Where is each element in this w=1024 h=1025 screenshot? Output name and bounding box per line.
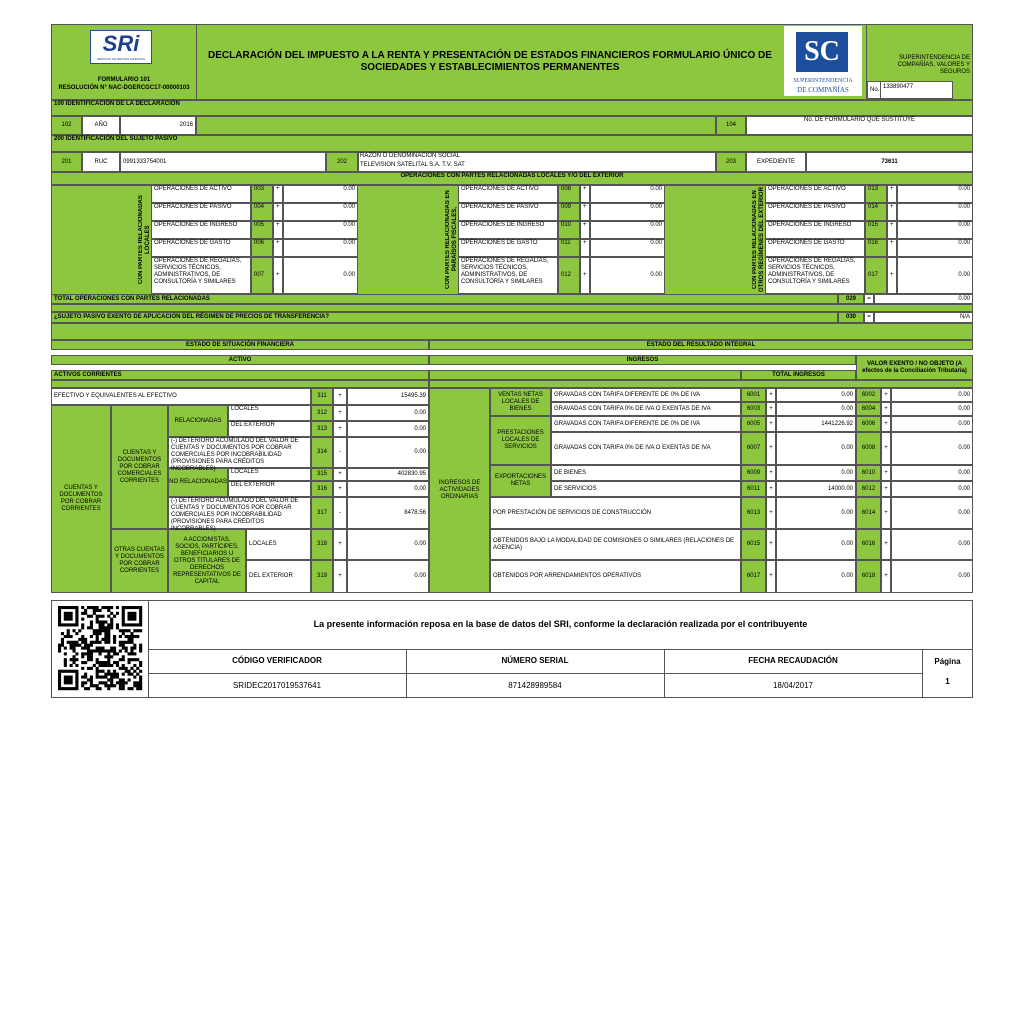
ri-row-exento-code: 6010 — [856, 465, 881, 481]
ops-row-code: 010 — [558, 221, 580, 239]
ops-row-value[interactable]: 0.00 — [590, 185, 665, 203]
ops-row-label: OPERACIONES DE REGALÍAS, SERVICIOS TÉCNICOS, ADMINISTRATIVOS, DE CONSULTORÍA Y SIMILARES — [458, 257, 558, 294]
ri-row-code: 6001 — [741, 388, 766, 402]
ops-row-value[interactable]: 0.00 — [590, 239, 665, 257]
ri-title: ESTADO DEL RESULTADO INTEGRAL — [429, 340, 973, 350]
ops-row-value[interactable]: 0.00 — [590, 203, 665, 221]
supercias-logo-mark: SC — [796, 32, 848, 72]
ops-row-label: OPERACIONES DE REGALÍAS, SERVICIOS TÉCNICOS, ADMINISTRATIVOS, DE CONSULTORÍA Y SIMILARES — [765, 257, 865, 294]
sf-row-value[interactable]: 0.00 — [347, 421, 429, 437]
form-title: DECLARACIÓN DEL IMPUESTO A LA RENTA Y PRESENTACIÓN DE ESTADOS FINANCIEROS FORMULARIO ÚNICO DE SOCIEDADES Y ESTABLECIMIENTOS PERMANENTES — [208, 50, 772, 73]
ri-row-value[interactable]: 14000.00 — [776, 481, 856, 497]
footer-message: La presente información reposa en la base de datos del SRI, conforme la declaración realizada por el contribuyente — [313, 619, 808, 629]
ri-row-label: GRAVADAS CON TARIFA DIFERENTE DE 0% DE IVA — [551, 388, 741, 402]
no-label: No. — [867, 81, 881, 99]
ops-row-label: OPERACIONES DE ACTIVO — [765, 185, 865, 203]
ri-row-sign: + — [766, 481, 776, 497]
sf-row-value[interactable]: 0.00 — [347, 437, 429, 468]
exento-sign: = — [864, 312, 874, 323]
sf-row-value[interactable]: 8478.56 — [347, 497, 429, 529]
sf-row-value[interactable]: 402830.95 — [347, 468, 429, 481]
ri-row-sign: + — [766, 388, 776, 402]
ruc-value: 0991333754001 — [120, 152, 326, 172]
sf-row-label: DEL EXTERIOR — [246, 560, 311, 593]
sri-logo-text: SRi — [102, 31, 140, 56]
efectivo-sign: + — [333, 388, 347, 405]
codigo-value: SRIDEC2017019537641 — [232, 681, 322, 690]
ri-row-sign: + — [766, 465, 776, 481]
code-203: 203 — [716, 152, 746, 172]
ops-row-sign: + — [273, 221, 283, 239]
section-100-title: 100 IDENTIFICACIÓN DE LA DECLARACIÓN — [51, 100, 973, 116]
ops-row-value[interactable]: 0.00 — [283, 185, 358, 203]
ri-row-code: 6005 — [741, 416, 766, 432]
sri-logo — [90, 30, 152, 64]
efectivo-value[interactable]: 15495.39 — [347, 388, 429, 405]
no-value: 133890477 — [880, 81, 953, 99]
ri-row-value[interactable]: 1441226.92 — [776, 416, 856, 432]
total-ops-label: TOTAL OPERACIONES CON PARTES RELACIONADAS — [51, 294, 838, 304]
total-ops-sign: = — [864, 294, 874, 304]
sf-row-value[interactable]: 0.00 — [347, 529, 429, 560]
razon-value: TELEVISION SATELITAL S.A. T.V. SAT — [360, 162, 465, 168]
ops-row-value[interactable]: 0.00 — [283, 203, 358, 221]
sf-row-sign: - — [333, 437, 347, 468]
ops-row-label: OPERACIONES DE INGRESO — [765, 221, 865, 239]
ri-row-value[interactable]: 0.00 — [776, 497, 856, 529]
sf-row-code: 317 — [311, 497, 333, 529]
ri-row-exento-code: 6012 — [856, 481, 881, 497]
code-201: 201 — [51, 152, 82, 172]
sf-row-value[interactable]: 0.00 — [347, 481, 429, 497]
ops-row-code: 004 — [251, 203, 273, 221]
ops-group-label: CON PARTES RELACIONADAS LOCALES — [138, 195, 151, 284]
ri-valor-exento: VALOR EXENTO / NO OBJETO (A efectos de la Conciliación Tributaria) — [856, 355, 973, 380]
ops-row-code: 017 — [865, 257, 887, 294]
sf-row-sign: + — [333, 421, 347, 437]
cuentas-doc-label: CUENTAS Y DOCUMENTOS POR COBRAR CORRIENTES — [51, 405, 111, 593]
code-202: 202 — [326, 152, 358, 172]
ordinarias-label: INGRESOS DE ACTIVIDADES ORDINARIAS — [429, 388, 490, 593]
expediente-value: 73611 — [806, 152, 973, 172]
cuentas-com-label: CUENTAS Y DOCUMENTOS POR COBRAR COMERCIALES CORRIENTES — [111, 405, 168, 529]
total-ops-code: 029 — [838, 294, 864, 304]
ri-row-sign: + — [766, 560, 776, 593]
sf-activo: ACTIVO — [51, 355, 429, 365]
ri-row-exento-code: 6006 — [856, 416, 881, 432]
ops-row-sign: + — [580, 257, 590, 294]
ri-row-label: POR PRESTACIÓN DE SERVICIOS DE CONSTRUCCIÓN — [490, 497, 741, 529]
footer-divider-h2 — [148, 673, 922, 674]
ri-row-code: 6009 — [741, 465, 766, 481]
ruc-label: RUC — [82, 152, 120, 172]
ri-row-exento-value[interactable]: 0.00 — [891, 560, 973, 593]
exento-code: 030 — [838, 312, 864, 323]
sf-row-sign: + — [333, 468, 347, 481]
qr-code-icon — [58, 606, 142, 692]
sf-row-code: 314 — [311, 437, 333, 468]
ops-row-label: OPERACIONES DE PASIVO — [765, 203, 865, 221]
supercias-name: SUPERINTENDENCIA DE COMPAÑÍAS, VALORES Y SEGUROS — [897, 55, 970, 75]
ri-row-label: GRAVADAS CON TARIFA 0% DE IVA O EXENTAS DE IVA — [551, 432, 741, 465]
ops-row-value[interactable]: 0.00 — [590, 221, 665, 239]
efectivo-label: EFECTIVO Y EQUIVALENTES AL EFECTIVO — [51, 388, 311, 405]
ri-row-code: 6017 — [741, 560, 766, 593]
ops-row-label: OPERACIONES DE INGRESO — [458, 221, 558, 239]
ops-row-value[interactable]: 0.00 — [897, 257, 973, 294]
ops-row-value[interactable]: 0.00 — [283, 239, 358, 257]
ops-group-label: CON PARTES RELACIONADAS EN PARAÍSOS FISCALES, — [445, 190, 458, 289]
ri-gap — [429, 380, 973, 388]
supercias-logo-name-1: SUPERINTENDENCIA — [793, 78, 853, 84]
exento-value[interactable]: N/A — [874, 312, 973, 323]
ops-row-value[interactable]: 0.00 — [897, 203, 973, 221]
ri-ingresos-blank — [429, 370, 741, 380]
resolucion-label: RESOLUCIÓN N° NAC-DGERCGC17-00000103 — [58, 85, 190, 91]
prestaciones-label: PRESTACIONES LOCALES DE SERVICIOS — [490, 416, 551, 465]
ri-row-sign: + — [766, 529, 776, 560]
code-104: 104 — [716, 116, 746, 135]
exento-label: ¿SUJETO PASIVO EXENTO DE APLICACIÓN DEL RÉGIMEN DE PRECIOS DE TRANSFERENCIA? — [51, 312, 838, 323]
ops-row-code: 007 — [251, 257, 273, 294]
ri-row-label: GRAVADAS CON TARIFA DIFERENTE DE 0% DE IVA — [551, 416, 741, 432]
exportaciones-label: EXPORTACIONES NETAS — [490, 465, 551, 497]
efectivo-code: 311 — [311, 388, 333, 405]
ops-row-label: OPERACIONES DE PASIVO — [151, 203, 251, 221]
ops-row-sign: + — [273, 203, 283, 221]
ops-row-code: 008 — [558, 185, 580, 203]
ops-row-sign: + — [887, 203, 897, 221]
ops-row-sign: + — [580, 239, 590, 257]
serial-value: 871428989584 — [508, 681, 562, 690]
ri-row-exento-sign: + — [881, 402, 891, 416]
sf-gap — [51, 380, 429, 388]
ops-row-label: OPERACIONES DE REGALÍAS, SERVICIOS TÉCNICOS, ADMINISTRATIVOS, DE CONSULTORÍA Y SIMILARES — [151, 257, 251, 294]
fecha-value: 18/04/2017 — [772, 681, 814, 690]
ops-row-code: 012 — [558, 257, 580, 294]
ri-row-label: DE BIENES — [551, 465, 741, 481]
ops-title: OPERACIONES CON PARTES RELACIONADAS LOCALES Y/O DEL EXTERIOR — [51, 172, 973, 185]
ri-row-sign: + — [766, 416, 776, 432]
sf-row-label: (-) DETERIORO ACUMULADO DEL VALOR DE CUENTAS Y DOCUMENTOS POR COBRAR COMERCIALES POR INCOBRABILIDAD (PROVISIONES PARA CRÉDITOS INCOBRABLES) — [168, 437, 311, 468]
formulario-label: FORMULARIO 101 — [97, 77, 151, 83]
ri-row-exento-sign: + — [881, 432, 891, 465]
sf-row-code: 315 — [311, 468, 333, 481]
sustituye-label: No. DE FORMULARIO QUE SUSTITUYE — [746, 116, 973, 135]
ops-row-sign: + — [273, 185, 283, 203]
footer-divider-h — [148, 649, 973, 650]
ri-row-code: 6011 — [741, 481, 766, 497]
ri-row-exento-value[interactable]: 0.00 — [891, 481, 973, 497]
sf-row-sign: + — [333, 405, 347, 421]
ri-row-exento-value[interactable]: 0.00 — [891, 465, 973, 481]
ops-row-value[interactable]: 0.00 — [283, 257, 358, 294]
sf-row-value[interactable]: 0.00 — [347, 405, 429, 421]
otras-cuentas-label: OTRAS CUENTAS Y DOCUMENTOS POR COBRAR CORRIENTES — [111, 529, 168, 593]
anio-value: 2016 — [120, 116, 196, 135]
ops-row-label: OPERACIONES DE GASTO — [765, 239, 865, 257]
sf-title: ESTADO DE SITUACIÓN FINANCIERA — [51, 340, 429, 350]
anio-label: AÑO — [82, 116, 120, 135]
ops-row-code: 011 — [558, 239, 580, 257]
supercias-logo — [784, 26, 862, 96]
ops-row-sign: + — [273, 257, 283, 294]
ops-row-label: OPERACIONES DE ACTIVO — [458, 185, 558, 203]
ops-row-value[interactable]: 0.00 — [897, 185, 973, 203]
ops-row-value[interactable]: 0.00 — [590, 257, 665, 294]
ri-row-exento-value[interactable]: 0.00 — [891, 432, 973, 465]
sf-row-sign: - — [333, 497, 347, 529]
ri-row-exento-sign: + — [881, 529, 891, 560]
sf-row-label: LOCALES — [228, 405, 311, 421]
ri-row-exento-value[interactable]: 0.00 — [891, 416, 973, 432]
ventas-label: VENTAS NETAS LOCALES DE BIENES — [490, 388, 551, 416]
ri-row-exento-code: 6016 — [856, 529, 881, 560]
ops-row-value[interactable]: 0.00 — [897, 239, 973, 257]
ops-row-sign: + — [580, 203, 590, 221]
ops-row-code: 005 — [251, 221, 273, 239]
ops-row-label: OPERACIONES DE INGRESO — [151, 221, 251, 239]
sf-row-label: DEL EXTERIOR — [228, 481, 311, 497]
ri-row-value[interactable]: 0.00 — [776, 529, 856, 560]
ri-row-exento-code: 6014 — [856, 497, 881, 529]
ops-row-code: 016 — [865, 239, 887, 257]
sf-row-code: 318 — [311, 529, 333, 560]
sri-logo-subtitle: SERVICIO DE RENTAS INTERNAS — [96, 57, 146, 61]
ops-spacer-2 — [51, 323, 973, 340]
ops-row-sign: + — [580, 221, 590, 239]
ri-row-exento-value[interactable]: 0.00 — [891, 529, 973, 560]
ri-row-exento-code: 6002 — [856, 388, 881, 402]
ri-row-label: OBTENIDOS BAJO LA MODALIDAD DE COMISIONES O SIMILARES (RELACIONES DE AGENCIA) — [490, 529, 741, 560]
ri-row-code: 6003 — [741, 402, 766, 416]
ops-row-value[interactable]: 0.00 — [283, 221, 358, 239]
ri-row-label: OBTENIDOS POR ARRENDAMIENTOS OPERATIVOS — [490, 560, 741, 593]
ops-row-code: 014 — [865, 203, 887, 221]
header-divider — [196, 24, 197, 100]
ops-group-label-wrap-0 — [138, 185, 150, 294]
ops-row-sign: + — [580, 185, 590, 203]
ri-row-exento-value[interactable]: 0.00 — [891, 497, 973, 529]
ri-row-exento-value[interactable]: 0.00 — [891, 402, 973, 416]
ops-row-code: 015 — [865, 221, 887, 239]
sf-row-label: LOCALES — [246, 529, 311, 560]
ri-row-exento-code: 6018 — [856, 560, 881, 593]
ri-row-sign: + — [766, 432, 776, 465]
ri-row-code: 6007 — [741, 432, 766, 465]
ri-row-sign: + — [766, 402, 776, 416]
code-102: 102 — [51, 116, 82, 135]
pagina-label: Página — [934, 657, 961, 666]
ri-row-exento-sign: + — [881, 497, 891, 529]
no-relacionadas-label: NO RELACIONADAS — [168, 468, 228, 497]
serial-label: NÚMERO SERIAL — [501, 656, 569, 665]
section-100-fill — [196, 116, 716, 135]
sf-row-code: 319 — [311, 560, 333, 593]
ri-row-code: 6015 — [741, 529, 766, 560]
supercias-logo-name-2: DE COMPAÑÍAS — [797, 86, 849, 94]
sf-row-code: 312 — [311, 405, 333, 421]
total-ops-value: 0.00 — [874, 294, 973, 304]
ops-row-sign: + — [273, 239, 283, 257]
expediente-label: EXPEDIENTE — [746, 152, 806, 172]
section-200-title: 200 IDENTIFICACIÓN DEL SUJETO PASIVO — [51, 135, 973, 152]
ops-row-label: OPERACIONES DE GASTO — [458, 239, 558, 257]
ri-row-exento-sign: + — [881, 560, 891, 593]
ri-row-label: GRAVADAS CON TARIFA 0% DE IVA O EXENTAS DE IVA — [551, 402, 741, 416]
ops-row-code: 009 — [558, 203, 580, 221]
relacionadas-label: RELACIONADAS — [168, 405, 228, 437]
sf-row-code: 313 — [311, 421, 333, 437]
ri-row-value[interactable]: 0.00 — [776, 560, 856, 593]
ops-row-value[interactable]: 0.00 — [897, 221, 973, 239]
ops-group-label-wrap-1 — [445, 185, 457, 294]
ri-row-value[interactable]: 0.00 — [776, 465, 856, 481]
ri-row-code: 6013 — [741, 497, 766, 529]
ops-group-label-wrap-2 — [752, 185, 764, 294]
ops-row-sign: + — [887, 257, 897, 294]
codigo-label: CÓDIGO VERIFICADOR — [232, 656, 322, 665]
qr-code — [58, 606, 142, 692]
ops-group-label: CON PARTES RELACIONADAS EN OTROS REGÍMENES DEL EXTERIOR — [752, 187, 765, 292]
ri-total-ingresos: TOTAL INGRESOS — [741, 370, 856, 380]
ops-row-label: OPERACIONES DE PASIVO — [458, 203, 558, 221]
ops-row-code: 013 — [865, 185, 887, 203]
ri-row-exento-value[interactable]: 0.00 — [891, 388, 973, 402]
ops-row-sign: + — [887, 221, 897, 239]
sf-row-sign: + — [333, 481, 347, 497]
ri-ingresos: INGRESOS — [429, 355, 856, 365]
ri-row-label: DE SERVICIOS — [551, 481, 741, 497]
ops-spacer — [51, 304, 973, 312]
ri-row-exento-sign: + — [881, 388, 891, 402]
sf-row-label: (-) DETERIORO ACUMULADO DEL VALOR DE CUENTAS Y DOCUMENTOS POR COBRAR COMERCIALES POR INCOBRABILIDAD (PROVISIONES PARA CRÉDITOS INCOBRABLES) — [168, 497, 311, 529]
pagina-value: 1 — [945, 677, 950, 686]
ri-row-exento-code: 6008 — [856, 432, 881, 465]
sf-row-label: DEL EXTERIOR — [228, 421, 311, 437]
sf-row-label: LOCALES — [228, 468, 311, 481]
ri-row-sign: + — [766, 497, 776, 529]
ri-row-exento-sign: + — [881, 416, 891, 432]
ops-row-sign: + — [887, 239, 897, 257]
sf-row-sign: + — [333, 560, 347, 593]
sf-row-code: 316 — [311, 481, 333, 497]
ri-row-value[interactable]: 0.00 — [776, 388, 856, 402]
sf-row-sign: + — [333, 529, 347, 560]
ri-row-exento-code: 6004 — [856, 402, 881, 416]
sf-activos-corrientes: ACTIVOS CORRIENTES — [51, 370, 429, 380]
ri-row-value[interactable]: 0.00 — [776, 432, 856, 465]
ops-row-label: OPERACIONES DE ACTIVO — [151, 185, 251, 203]
ri-row-exento-sign: + — [881, 465, 891, 481]
ops-row-label: OPERACIONES DE GASTO — [151, 239, 251, 257]
sf-row-value[interactable]: 0.00 — [347, 560, 429, 593]
ops-row-sign: + — [887, 185, 897, 203]
ops-row-code: 003 — [251, 185, 273, 203]
fecha-label: FECHA RECAUDACIÓN — [748, 656, 838, 665]
razon-label: RAZÓN O DENOMINACIÓN SOCIAL — [360, 153, 461, 159]
ops-row-code: 006 — [251, 239, 273, 257]
accionistas-label: A ACCIONISTAS, SOCIOS, PARTÍCIPES, BENEFICIARIOS U OTROS TITULARES DE DERECHOS REPRESENTATIVOS DE CAPITAL — [168, 529, 246, 593]
ri-row-value[interactable]: 0.00 — [776, 402, 856, 416]
ri-row-exento-sign: + — [881, 481, 891, 497]
